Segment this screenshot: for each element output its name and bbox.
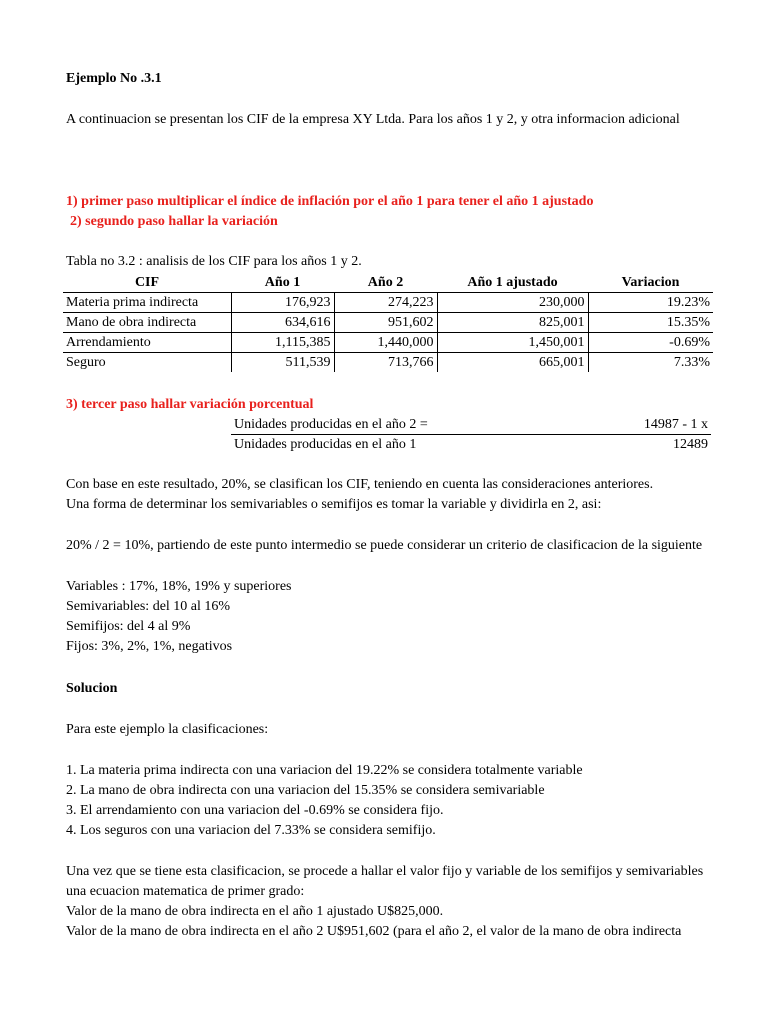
table-header-row: [63, 273, 713, 293]
table-caption: Tabla no 3.2 : analisis de los CIF para los años 1 y 2.: [66, 254, 362, 269]
adjusted-value: 665,001: [437, 353, 588, 373]
header-variation: Variacion: [588, 273, 713, 293]
classification-item: 1. La materia prima indirecta con una variacion del 19.22% se considera totalmente variable: [66, 763, 583, 778]
cif-table: [63, 273, 713, 372]
criteria-item: Variables : 17%, 18%, 19% y superiores: [66, 579, 292, 594]
year-1-value: 511,539: [231, 353, 334, 373]
classification-item: 3. El arrendamiento con una variacion del -0.69% se considera fijo.: [66, 803, 444, 818]
cif-name: Seguro: [63, 353, 231, 373]
table-row: [63, 333, 713, 353]
intro-text: A continuacion se presentan los CIF de la empresa XY Ltda. Para los años 1 y 2, y otra informacion adicional: [66, 112, 680, 127]
step-1: 1) primer paso multiplicar el índice de inflación por el año 1 para tener el año 1 ajustado: [66, 194, 594, 209]
step-2: 2) segundo paso hallar la variación: [70, 214, 278, 229]
units-row-year-2: [231, 415, 711, 435]
classification-item: 4. Los seguros con una variacion del 7.33% se considera semifijo.: [66, 823, 436, 838]
solution-title: Solucion: [66, 681, 118, 696]
solution-intro: Para este ejemplo la clasificaciones:: [66, 722, 269, 737]
cif-name: Arrendamiento: [63, 333, 231, 353]
header-year-1-adjusted: Año 1 ajustado: [437, 273, 588, 293]
units-row-year-1: [231, 435, 711, 455]
closing-text: Una vez que se tiene esta clasificacion, se procede a hallar el valor fijo y variable de los semifijos y semivariables: [66, 864, 704, 879]
paragraph: Con base en este resultado, 20%, se clasifican los CIF, teniendo en cuenta las consideraciones anteriores.: [66, 477, 654, 492]
adjusted-value: 230,000: [437, 293, 588, 313]
header-cif: CIF: [63, 273, 231, 293]
units-table: [231, 415, 711, 454]
units-value: 14987 - 1 x: [586, 415, 711, 435]
units-label: Unidades producidas en el año 2 =: [231, 415, 586, 435]
cif-name: Mano de obra indirecta: [63, 313, 231, 333]
year-1-value: 634,616: [231, 313, 334, 333]
criteria-item: Semivariables: del 10 al 16%: [66, 599, 231, 614]
paragraph: 20% / 2 = 10%, partiendo de este punto intermedio se puede considerar un criterio de clasificacion de la siguiente: [66, 538, 703, 553]
adjusted-value: 1,450,001: [437, 333, 588, 353]
variation-value: -0.69%: [588, 333, 713, 353]
variation-value: 19.23%: [588, 293, 713, 313]
table-row: [63, 293, 713, 313]
closing-text: una ecuacion matematica de primer grado:: [66, 884, 305, 899]
paragraph: Una forma de determinar los semivariables o semifijos es tomar la variable y dividirla en 2, asi:: [66, 497, 602, 512]
closing-text: Valor de la mano de obra indirecta en el año 1 ajustado U$825,000.: [66, 904, 444, 919]
example-title: Ejemplo No .3.1: [66, 71, 162, 86]
year-2-value: 1,440,000: [334, 333, 437, 353]
year-2-value: 713,766: [334, 353, 437, 373]
closing-text: Valor de la mano de obra indirecta en el año 2 U$951,602 (para el año 2, el valor de la mano de obra indirecta: [66, 924, 682, 939]
variation-value: 15.35%: [588, 313, 713, 333]
year-1-value: 176,923: [231, 293, 334, 313]
step-3: 3) tercer paso hallar variación porcentual: [66, 397, 314, 412]
criteria-item: Fijos: 3%, 2%, 1%, negativos: [66, 639, 233, 654]
year-1-value: 1,115,385: [231, 333, 334, 353]
adjusted-value: 825,001: [437, 313, 588, 333]
units-label: Unidades producidas en el año 1: [234, 436, 417, 452]
year-2-value: 951,602: [334, 313, 437, 333]
variation-value: 7.33%: [673, 354, 710, 370]
table-row: [63, 353, 713, 373]
header-year-2: Año 2: [334, 273, 437, 293]
cif-name: Materia prima indirecta: [63, 293, 231, 313]
header-year-1: Año 1: [231, 273, 334, 293]
units-value: 12489: [673, 436, 708, 452]
table-row: [63, 313, 713, 333]
year-2-value: 274,223: [334, 293, 437, 313]
classification-item: 2. La mano de obra indirecta con una variacion del 15.35% se considera semivariable: [66, 783, 545, 798]
criteria-item: Semifijos: del 4 al 9%: [66, 619, 191, 634]
